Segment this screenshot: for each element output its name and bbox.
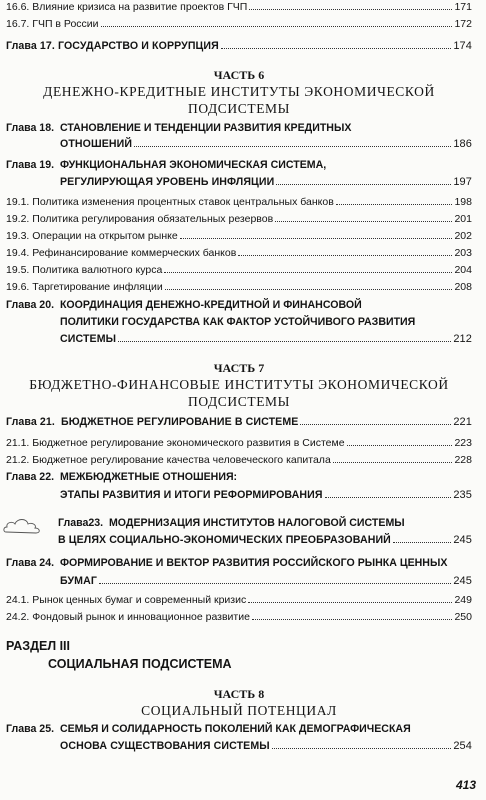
- toc-entry[interactable]: 21.1. Бюджетное регулирование экономического развития в Системе 223: [6, 437, 472, 449]
- page-ref: 245: [453, 575, 472, 587]
- page-ref: 250: [454, 611, 472, 623]
- toc-entry[interactable]: 19.2. Политика регулирования обязательных резервов 201: [6, 213, 472, 225]
- chapter-20[interactable]: СИСТЕМЫ 212: [60, 333, 472, 346]
- chapter-20-title[interactable]: Глава 20. КООРДИНАЦИЯ ДЕНЕЖНО-КРЕДИТНОЙ И ФИНАНСОВОЙ: [6, 299, 362, 311]
- chapter-19[interactable]: РЕГУЛИРУЮЩАЯ УРОВЕНЬ ИНФЛЯЦИИ 197: [60, 176, 472, 189]
- chapter-22[interactable]: ЭТАПЫ РАЗВИТИЯ И ИТОГИ РЕФОРМИРОВАНИЯ 235: [60, 489, 472, 502]
- page-ref: 249: [454, 594, 472, 606]
- page-ref: 235: [453, 489, 472, 501]
- page-ref: 221: [453, 416, 472, 428]
- cloud-icon: [2, 515, 44, 537]
- chapter-24[interactable]: БУМАГ 245: [60, 575, 472, 588]
- page-ref: 254: [453, 740, 472, 752]
- toc-entry[interactable]: 16.6. Влияние кризиса на развитие проектов ГЧП 171: [6, 1, 472, 13]
- page-ref: 172: [454, 18, 472, 30]
- chapter-22-title[interactable]: Глава 22. МЕЖБЮДЖЕТНЫЕ ОТНОШЕНИЯ:: [6, 471, 238, 483]
- page-ref: 202: [454, 230, 472, 242]
- part-8-heading: ЧАСТЬ 8 СОЦИАЛЬНЫЙ ПОТЕНЦИАЛ: [141, 687, 337, 718]
- page-ref: 171: [454, 1, 472, 13]
- page-ref: 228: [454, 454, 472, 466]
- chapter-25[interactable]: ОСНОВА СУЩЕСТВОВАНИЯ СИСТЕМЫ 254: [60, 740, 472, 753]
- chapter-19-title[interactable]: Глава 19. ФУНКЦИОНАЛЬНАЯ ЭКОНОМИЧЕСКАЯ СИСТЕМА,: [6, 159, 327, 171]
- section-3-label: РАЗДЕЛ III: [6, 639, 71, 653]
- part-6-heading: ЧАСТЬ 6 ДЕНЕЖНО-КРЕДИТНЫЕ ИНСТИТУТЫ ЭКОНОМИЧЕСКОЙ ПОДСИСТЕМЫ: [43, 68, 435, 116]
- toc-entry[interactable]: 16.7. ГЧП в России 172: [6, 18, 472, 30]
- chapter-18[interactable]: ОТНОШЕНИЙ 186: [60, 138, 472, 151]
- chapter-17[interactable]: Глава 17. ГОСУДАРСТВО И КОРРУПЦИЯ 174: [6, 40, 472, 53]
- page-ref: 208: [454, 281, 472, 293]
- toc-entry[interactable]: 19.6. Таргетирование инфляции 208: [6, 281, 472, 293]
- chapter-23[interactable]: В ЦЕЛЯХ СОЦИАЛЬНО-ЭКОНОМИЧЕСКИХ ПРЕОБРАЗОВАНИЙ 245: [58, 534, 472, 547]
- page-number: 413: [455, 778, 476, 792]
- chapter-24-title[interactable]: Глава 24. ФОРМИРОВАНИЕ И ВЕКТОР РАЗВИТИЯ РОССИЙСКОГО РЫНКА ЦЕННЫХ: [6, 557, 448, 569]
- toc-entry[interactable]: 19.1. Политика изменения процентных ставок центральных банков 198: [6, 196, 472, 208]
- chapter-20-title-cont[interactable]: ПОЛИТИКИ ГОСУДАРСТВА КАК ФАКТОР УСТОЙЧИВОГО РАЗВИТИЯ: [60, 316, 416, 328]
- page-ref: 203: [454, 247, 472, 259]
- toc-entry[interactable]: 21.2. Бюджетное регулирование качества человеческого капитала 228: [6, 454, 472, 466]
- page-ref: 223: [454, 437, 472, 449]
- page-ref: 186: [453, 138, 472, 150]
- page-ref: 245: [453, 534, 472, 546]
- page-ref: 198: [454, 196, 472, 208]
- page-ref: 204: [454, 264, 472, 276]
- page-ref: 201: [454, 213, 472, 225]
- chapter-25-title[interactable]: Глава 25. СЕМЬЯ И СОЛИДАРНОСТЬ ПОКОЛЕНИЙ КАК ДЕМОГРАФИЧЕСКАЯ: [6, 723, 411, 735]
- toc-entry[interactable]: 24.1. Рынок ценных бумаг и современный кризис 249: [6, 594, 472, 606]
- section-3-title: СОЦИАЛЬНАЯ ПОДСИСТЕМА: [48, 657, 232, 671]
- chapter-21[interactable]: Глава 21. БЮДЖЕТНОЕ РЕГУЛИРОВАНИЕ В СИСТЕМЕ 221: [6, 416, 472, 429]
- toc-entry[interactable]: 19.4. Рефинансирование коммерческих банков 203: [6, 247, 472, 259]
- toc-entry[interactable]: 24.2. Фондовый рынок и инновационное развитие 250: [6, 611, 472, 623]
- chapter-23-title[interactable]: Глава23. МОДЕРНИЗАЦИЯ ИНСТИТУТОВ НАЛОГОВОЙ СИСТЕМЫ: [58, 517, 405, 529]
- toc-entry[interactable]: 19.3. Операции на открытом рынке 202: [6, 230, 472, 242]
- chapter-18-title[interactable]: Глава 18. СТАНОВЛЕНИЕ И ТЕНДЕНЦИИ РАЗВИТИЯ КРЕДИТНЫХ: [6, 122, 352, 134]
- page-ref: 212: [453, 333, 472, 345]
- page-ref: 174: [453, 40, 472, 52]
- toc-entry[interactable]: 19.5. Политика валютного курса 204: [6, 264, 472, 276]
- part-7-heading: ЧАСТЬ 7 БЮДЖЕТНО-ФИНАНСОВЫЕ ИНСТИТУТЫ ЭКОНОМИЧЕСКОЙ ПОДСИСТЕМЫ: [29, 361, 449, 409]
- page-ref: 197: [453, 176, 472, 188]
